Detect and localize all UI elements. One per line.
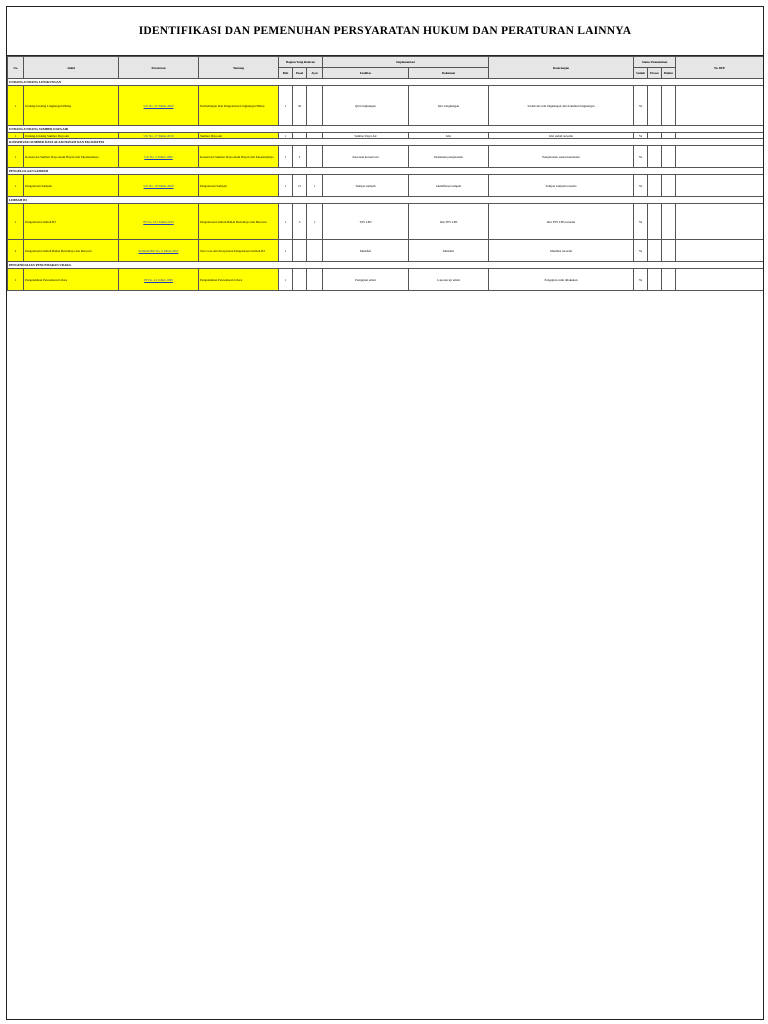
row-judul: Pengelolaan Limbah B3 xyxy=(24,204,119,240)
row-judul: Pengelolaan Limbah Bahan Berbahaya dan Beracun xyxy=(24,240,119,262)
row-status: Ya xyxy=(634,175,648,197)
row-status: Ya xyxy=(634,240,648,262)
header-belum: Belum xyxy=(662,68,676,79)
row-no: 1 xyxy=(8,86,24,126)
header-tentang: Tentang xyxy=(199,57,279,79)
section-heading: UNDANG-UNDANG LINGKUNGAN xyxy=(8,79,764,86)
row-status: Ya xyxy=(634,133,648,139)
section-heading: KONSERVASI SUMBER DAYA ALAM HAYATI DAN EKOSISTEM xyxy=(8,139,764,146)
row-fasilitas: Sumber Daya Air xyxy=(323,133,409,139)
row-dokumen: Izin xyxy=(409,133,489,139)
section-heading: PENGELOLAAN SAMPAH xyxy=(8,168,764,175)
row-dokumen: Izin Lingkungan xyxy=(409,86,489,126)
row-judul: Konservasi Sumber Daya Alam Hayati dan Ekosistemnya xyxy=(24,146,119,168)
row-no: 2 xyxy=(8,240,24,262)
regulation-link[interactable]: PP No. 41 Tahun 1999 xyxy=(144,277,173,282)
row-bab: 1 xyxy=(279,204,293,240)
row-keterangan: Izin sudah tersedia xyxy=(489,133,634,139)
row-bab: 1 xyxy=(279,269,293,291)
row-judul: Pengendalian Pencemaran Udara xyxy=(24,269,119,291)
header-bab: Bab xyxy=(279,68,293,79)
row-dokumen: Laporan uji emisi xyxy=(409,269,489,291)
row-no: 1 xyxy=(8,204,24,240)
header-no-dfp: No DFP xyxy=(676,57,764,79)
row-bab: 1 xyxy=(279,133,293,139)
row-ayat xyxy=(307,240,323,262)
row-fasilitas: Manifest xyxy=(323,240,409,262)
row-pasal: 2 xyxy=(293,146,307,168)
row-judul: Undang-Undang Sumber Daya Air xyxy=(24,133,119,139)
row-no: 1 xyxy=(8,175,24,197)
header-keterangan: Keterangan xyxy=(489,57,634,79)
row-dokumen: Dokumen pengelolaan xyxy=(409,146,489,168)
row-fasilitas: Ijin Lingkungan xyxy=(323,86,409,126)
header-judul: Judul xyxy=(24,57,119,79)
row-fasilitas: Tempat sampah xyxy=(323,175,409,197)
header-sudah: Sudah xyxy=(634,68,648,79)
row-ayat xyxy=(307,86,323,126)
row-pasal xyxy=(293,240,307,262)
row-ayat: 1 xyxy=(307,175,323,197)
header-ayat: Ayat xyxy=(307,68,323,79)
row-status: Ya xyxy=(634,269,648,291)
header-bagian: Bagian Yang Relevan xyxy=(279,57,323,68)
header-no: No xyxy=(8,57,24,79)
row-pasal: 12 xyxy=(293,175,307,197)
row-dokumen: Manifest xyxy=(409,240,489,262)
title-area xyxy=(7,7,763,56)
row-ayat xyxy=(307,146,323,168)
row-status: Ya xyxy=(634,204,648,240)
section-heading: PENGENDALIAN PENCEMARAN UDARA xyxy=(8,262,764,269)
header-proses: Proses xyxy=(648,68,662,79)
row-tentang: Pengelolaan Limbah Bahan Berbahaya dan Beracun xyxy=(199,204,279,240)
row-bab: 1 xyxy=(279,146,293,168)
regulation-link[interactable]: PermenLHK No. 6 Tahun 2021 xyxy=(138,248,179,253)
row-fasilitas: Kawasan konservasi xyxy=(323,146,409,168)
row-fasilitas: Pengujian emisi xyxy=(323,269,409,291)
row-status: Ya xyxy=(634,86,648,126)
section-heading: UNDANG-UNDANG SUMBER DAYA AIR xyxy=(8,126,764,133)
regulation-link[interactable]: UU No. 18 Tahun 2008 xyxy=(143,183,174,188)
row-tentang: Pengendalian Pencemaran Udara xyxy=(199,269,279,291)
row-no: 1 xyxy=(8,269,24,291)
row-judul: Undang-Undang Lingkungan Hidup xyxy=(24,86,119,126)
row-pasal xyxy=(293,269,307,291)
header-fasilitas: Fasilitas xyxy=(323,68,409,79)
row-pasal: 36 xyxy=(293,86,307,126)
row-tentang: Tata Cara dan Persyaratan Pengelolaan Limbah B3 xyxy=(199,240,279,262)
row-tentang: Sumber Daya Air xyxy=(199,133,279,139)
row-tentang: Konservasi Sumber Daya Alam Hayati dan Ekosistemnya xyxy=(199,146,279,168)
regulation-link[interactable]: UU No. 32 Tahun 2009 xyxy=(143,103,174,108)
row-keterangan: Sudah ada izin lingkungan dan dokumen lingkungan xyxy=(489,86,634,126)
header-dokumen: Dokumen xyxy=(409,68,489,79)
row-bab: 1 xyxy=(279,240,293,262)
row-ayat: 1 xyxy=(307,204,323,240)
row-no: 1 xyxy=(8,133,24,139)
row-pasal: 3 xyxy=(293,204,307,240)
document-page xyxy=(6,6,764,1020)
regulation-table xyxy=(7,56,764,291)
row-dokumen: Izin TPS LB3 xyxy=(409,204,489,240)
row-keterangan: Manifest tersedia xyxy=(489,240,634,262)
header-pasal: Pasal xyxy=(293,68,307,79)
row-judul: Pengelolaan Sampah xyxy=(24,175,119,197)
regulation-link[interactable]: UU No. 17 Tahun 2019 xyxy=(143,133,174,138)
header-status: Status Pemenuhan xyxy=(634,57,676,68)
row-keterangan: Pengujian rutin dilakukan xyxy=(489,269,634,291)
row-no: 1 xyxy=(8,146,24,168)
row-tentang: Perlindungan Dan Pengelolaan Lingkungan Hidup xyxy=(199,86,279,126)
section-heading: LIMBAH B3 xyxy=(8,197,764,204)
row-keterangan: Pengelolaan sesuai ketentuan xyxy=(489,146,634,168)
row-ayat xyxy=(307,269,323,291)
row-dokumen: Identifikasi sampah xyxy=(409,175,489,197)
row-bab: 1 xyxy=(279,175,293,197)
row-bab: 1 xyxy=(279,86,293,126)
header-peraturan: Peraturan xyxy=(119,57,199,79)
row-fasilitas: TPS LB3 xyxy=(323,204,409,240)
document-title: IDENTIFIKASI DAN PEMENUHAN PERSYARATAN HUKUM DAN PERATURAN LAINNYA xyxy=(138,25,632,37)
row-keterangan: Tempat sampah tersedia xyxy=(489,175,634,197)
row-status: Ya xyxy=(634,146,648,168)
regulation-link[interactable]: UU No. 5 Tahun 1990 xyxy=(144,154,173,159)
row-keterangan: Izin TPS LB3 tersedia xyxy=(489,204,634,240)
row-tentang: Pengelolaan Sampah xyxy=(199,175,279,197)
regulation-link[interactable]: PP No. 101 Tahun 2014 xyxy=(143,219,174,224)
header-implementasi: Implementasi xyxy=(323,57,489,68)
